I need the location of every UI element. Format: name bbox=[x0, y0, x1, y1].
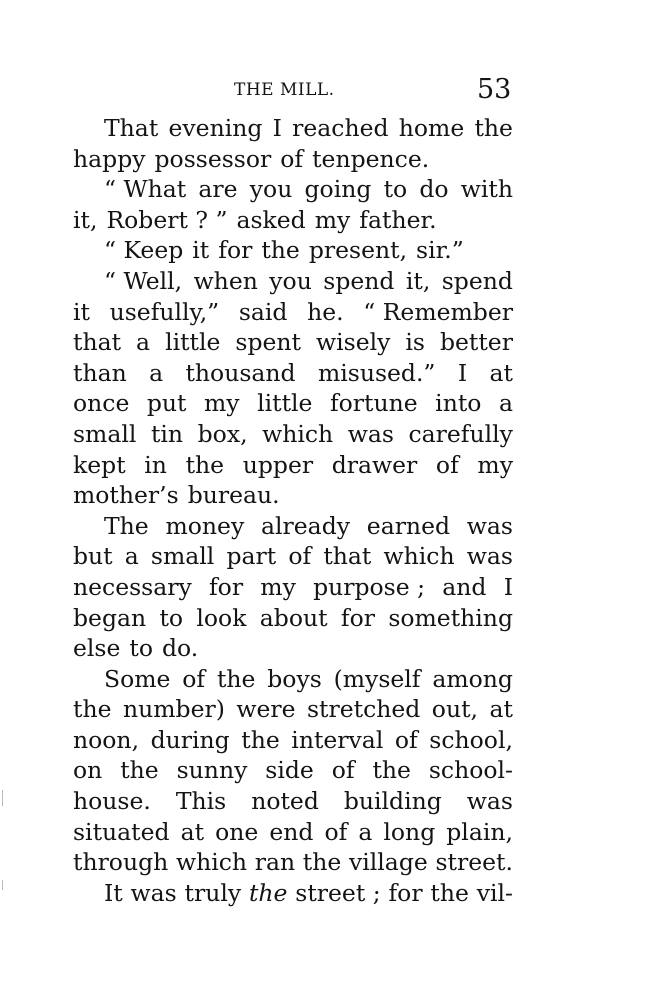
word: number) bbox=[122, 695, 225, 724]
word: for bbox=[388, 878, 423, 907]
margin-mark bbox=[2, 880, 3, 890]
word: father. bbox=[359, 205, 437, 234]
word: my bbox=[260, 572, 296, 601]
word: end bbox=[269, 817, 314, 846]
word: something bbox=[388, 603, 513, 632]
word: my bbox=[477, 450, 513, 479]
word: already bbox=[261, 511, 351, 540]
word: situated bbox=[73, 817, 170, 846]
word: is bbox=[405, 328, 425, 357]
text-line bbox=[73, 878, 513, 909]
word: a bbox=[358, 817, 373, 846]
word: for bbox=[218, 236, 253, 265]
word: That bbox=[104, 114, 159, 142]
word: of bbox=[182, 664, 206, 693]
word: which bbox=[383, 542, 455, 571]
word: that bbox=[323, 542, 372, 571]
text-line bbox=[73, 633, 513, 664]
text-line bbox=[73, 174, 513, 205]
word: of bbox=[324, 817, 348, 846]
word: small bbox=[73, 419, 137, 448]
word: part bbox=[226, 542, 277, 571]
word: “ Keep bbox=[104, 236, 184, 265]
word: carefully bbox=[408, 419, 513, 448]
word: you bbox=[249, 175, 293, 204]
word: It bbox=[104, 878, 123, 907]
word: bureau. bbox=[187, 481, 280, 510]
word: are bbox=[198, 175, 238, 204]
word: he. bbox=[307, 297, 344, 326]
word: noon, bbox=[73, 725, 140, 754]
word: usefully,” bbox=[109, 297, 220, 326]
word: of bbox=[435, 450, 459, 479]
word: through bbox=[73, 848, 169, 877]
word: was bbox=[466, 787, 513, 816]
text-line bbox=[73, 450, 513, 481]
word: present, bbox=[308, 236, 408, 265]
word: one bbox=[215, 817, 259, 846]
word: my bbox=[314, 205, 351, 234]
text-line bbox=[73, 266, 513, 297]
word: it, bbox=[73, 205, 98, 234]
text-line bbox=[73, 786, 513, 817]
word: fortune bbox=[329, 389, 418, 418]
word: interval bbox=[291, 725, 384, 754]
word: long bbox=[383, 817, 436, 846]
word: “ Well, bbox=[104, 266, 183, 295]
text-line bbox=[73, 664, 513, 695]
word: street. bbox=[435, 848, 513, 877]
word: to bbox=[383, 175, 408, 204]
text-line bbox=[73, 572, 513, 603]
word: which bbox=[262, 419, 334, 448]
word: look bbox=[196, 603, 247, 632]
word: drawer bbox=[331, 450, 418, 479]
word: my bbox=[204, 389, 240, 418]
word: thousand bbox=[185, 358, 296, 387]
word: to bbox=[129, 634, 153, 663]
word: purpose ; bbox=[313, 572, 426, 601]
text-line bbox=[73, 205, 513, 236]
running-head bbox=[0, 76, 651, 106]
page-number: 53 bbox=[477, 74, 512, 105]
text-line bbox=[73, 511, 513, 542]
text-line bbox=[73, 694, 513, 725]
word: Robert ? ” bbox=[106, 205, 228, 234]
word: possessor bbox=[154, 144, 272, 173]
word: it bbox=[192, 236, 210, 265]
word: mother’s bbox=[73, 481, 179, 510]
word: once bbox=[73, 389, 130, 418]
word: “ What bbox=[104, 175, 187, 204]
word: small bbox=[150, 542, 215, 571]
word: was bbox=[347, 419, 394, 448]
word: to bbox=[159, 603, 184, 632]
word: evening bbox=[168, 114, 263, 142]
word: little bbox=[257, 389, 313, 418]
word: else bbox=[73, 634, 121, 663]
word: the bbox=[261, 236, 300, 265]
word: of bbox=[394, 725, 418, 754]
word: necessary bbox=[73, 572, 192, 601]
word: the bbox=[372, 756, 411, 785]
word: (myself bbox=[333, 664, 421, 693]
word: at bbox=[180, 817, 205, 846]
word: a bbox=[136, 328, 151, 357]
word: do. bbox=[161, 634, 199, 663]
word: but bbox=[73, 542, 113, 571]
word: stretched bbox=[306, 695, 421, 724]
word: better bbox=[439, 328, 513, 357]
word: a bbox=[149, 358, 164, 387]
word: a bbox=[498, 389, 513, 418]
word: the bbox=[120, 756, 159, 785]
text-line bbox=[73, 113, 513, 144]
word: of bbox=[280, 144, 304, 173]
word: the bbox=[73, 695, 112, 724]
word: when bbox=[193, 266, 258, 295]
word: you bbox=[269, 266, 312, 295]
word: truly bbox=[184, 878, 242, 907]
margin-mark bbox=[2, 790, 3, 806]
word: began bbox=[73, 603, 147, 632]
word: and bbox=[442, 572, 487, 601]
word: the bbox=[216, 664, 256, 693]
word: building bbox=[343, 787, 442, 816]
word: about bbox=[259, 603, 328, 632]
chapter-title: THE MILL. bbox=[234, 80, 335, 100]
text-line bbox=[73, 144, 513, 175]
word: earned bbox=[366, 511, 451, 540]
text-line bbox=[73, 358, 513, 389]
word: for bbox=[208, 572, 244, 601]
word: wisely bbox=[316, 328, 391, 357]
word: for bbox=[340, 603, 375, 632]
word: vil- bbox=[476, 878, 513, 907]
text-line bbox=[73, 419, 513, 450]
word: This bbox=[175, 787, 227, 816]
word: school, bbox=[429, 725, 513, 754]
word: street ; bbox=[295, 878, 381, 907]
word: on bbox=[73, 756, 103, 785]
word: I bbox=[272, 114, 282, 142]
text-line bbox=[73, 755, 513, 786]
word: during bbox=[150, 725, 230, 754]
word: money bbox=[165, 511, 245, 540]
word: that bbox=[73, 328, 122, 357]
word: The bbox=[104, 511, 149, 540]
word: of bbox=[331, 756, 355, 785]
text-line bbox=[73, 235, 513, 266]
word: home bbox=[398, 114, 465, 142]
word: of bbox=[288, 542, 312, 571]
text-line bbox=[73, 388, 513, 419]
word: school- bbox=[428, 756, 513, 785]
text-line bbox=[73, 480, 513, 511]
word: into bbox=[435, 389, 482, 418]
word: the bbox=[474, 114, 513, 142]
word: which bbox=[175, 848, 248, 877]
word: noted bbox=[251, 787, 319, 816]
text-line bbox=[73, 603, 513, 634]
text-line bbox=[73, 847, 513, 878]
word: it bbox=[73, 297, 90, 326]
word: at bbox=[489, 695, 513, 724]
word: misused.” bbox=[317, 358, 436, 387]
word: said bbox=[238, 297, 288, 326]
word: the bbox=[185, 450, 225, 479]
word: spend bbox=[441, 266, 513, 295]
word: a bbox=[124, 542, 139, 571]
word: than bbox=[73, 358, 127, 387]
word: the bbox=[248, 878, 288, 907]
word: I bbox=[503, 572, 513, 601]
word: put bbox=[146, 389, 187, 418]
word: ran bbox=[254, 848, 296, 877]
word: plain, bbox=[446, 817, 513, 846]
text-line bbox=[73, 541, 513, 572]
word: it, bbox=[405, 266, 431, 295]
word: the bbox=[430, 878, 469, 907]
text-line bbox=[73, 725, 513, 756]
word: boys bbox=[267, 664, 322, 693]
word: happy bbox=[73, 144, 146, 173]
word: at bbox=[489, 358, 513, 387]
word: “ Remember bbox=[363, 297, 513, 326]
word: do bbox=[419, 175, 449, 204]
word: Some bbox=[104, 664, 171, 693]
word: the bbox=[302, 848, 342, 877]
word: in bbox=[144, 450, 167, 479]
word: was bbox=[130, 878, 177, 907]
word: going bbox=[304, 175, 372, 204]
word: was bbox=[466, 542, 513, 571]
body-text bbox=[73, 113, 513, 908]
text-line bbox=[73, 327, 513, 358]
word: spent bbox=[235, 328, 301, 357]
word: tin bbox=[150, 419, 184, 448]
word: out, bbox=[431, 695, 478, 724]
word: little bbox=[165, 328, 221, 357]
word: sunny bbox=[176, 756, 248, 785]
word: box, bbox=[197, 419, 248, 448]
word: were bbox=[236, 695, 296, 724]
word: kept bbox=[73, 450, 126, 479]
word: house. bbox=[73, 787, 151, 816]
word: upper bbox=[242, 450, 314, 479]
text-line bbox=[73, 817, 513, 848]
word: village bbox=[348, 848, 428, 877]
word: sir.” bbox=[416, 236, 464, 265]
word: among bbox=[432, 664, 513, 693]
word: was bbox=[466, 511, 513, 540]
word: reached bbox=[292, 114, 389, 142]
word: tenpence. bbox=[312, 144, 430, 173]
word: with bbox=[460, 175, 513, 204]
word: spend bbox=[323, 266, 395, 295]
word: the bbox=[241, 725, 280, 754]
word: side bbox=[265, 756, 314, 785]
word: asked bbox=[236, 205, 306, 234]
text-line bbox=[73, 297, 513, 328]
word: I bbox=[457, 358, 468, 387]
